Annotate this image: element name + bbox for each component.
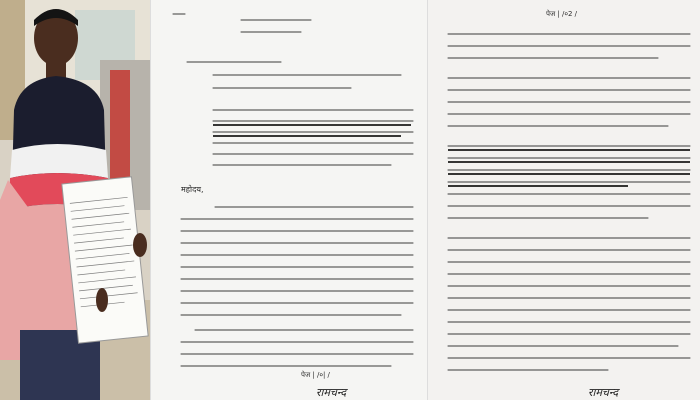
letter-page-1 — [151, 0, 427, 400]
photo-man-with-document — [0, 0, 150, 400]
letter-2-signature: रामचन्द — [588, 386, 619, 399]
letter-1-page-number: पेज | /०| / — [301, 371, 330, 379]
letter-page-2-text-lines — [428, 0, 700, 400]
letter-page-1-text-lines — [151, 0, 427, 400]
letter-2-page-number: पेज | /०2 / — [546, 10, 578, 18]
man-photo-illustration — [0, 0, 150, 400]
letter-1-signature: रामचन्द — [316, 386, 347, 399]
letter-1-salutation: महोदय, — [181, 185, 204, 194]
letter-page-2 — [428, 0, 700, 400]
